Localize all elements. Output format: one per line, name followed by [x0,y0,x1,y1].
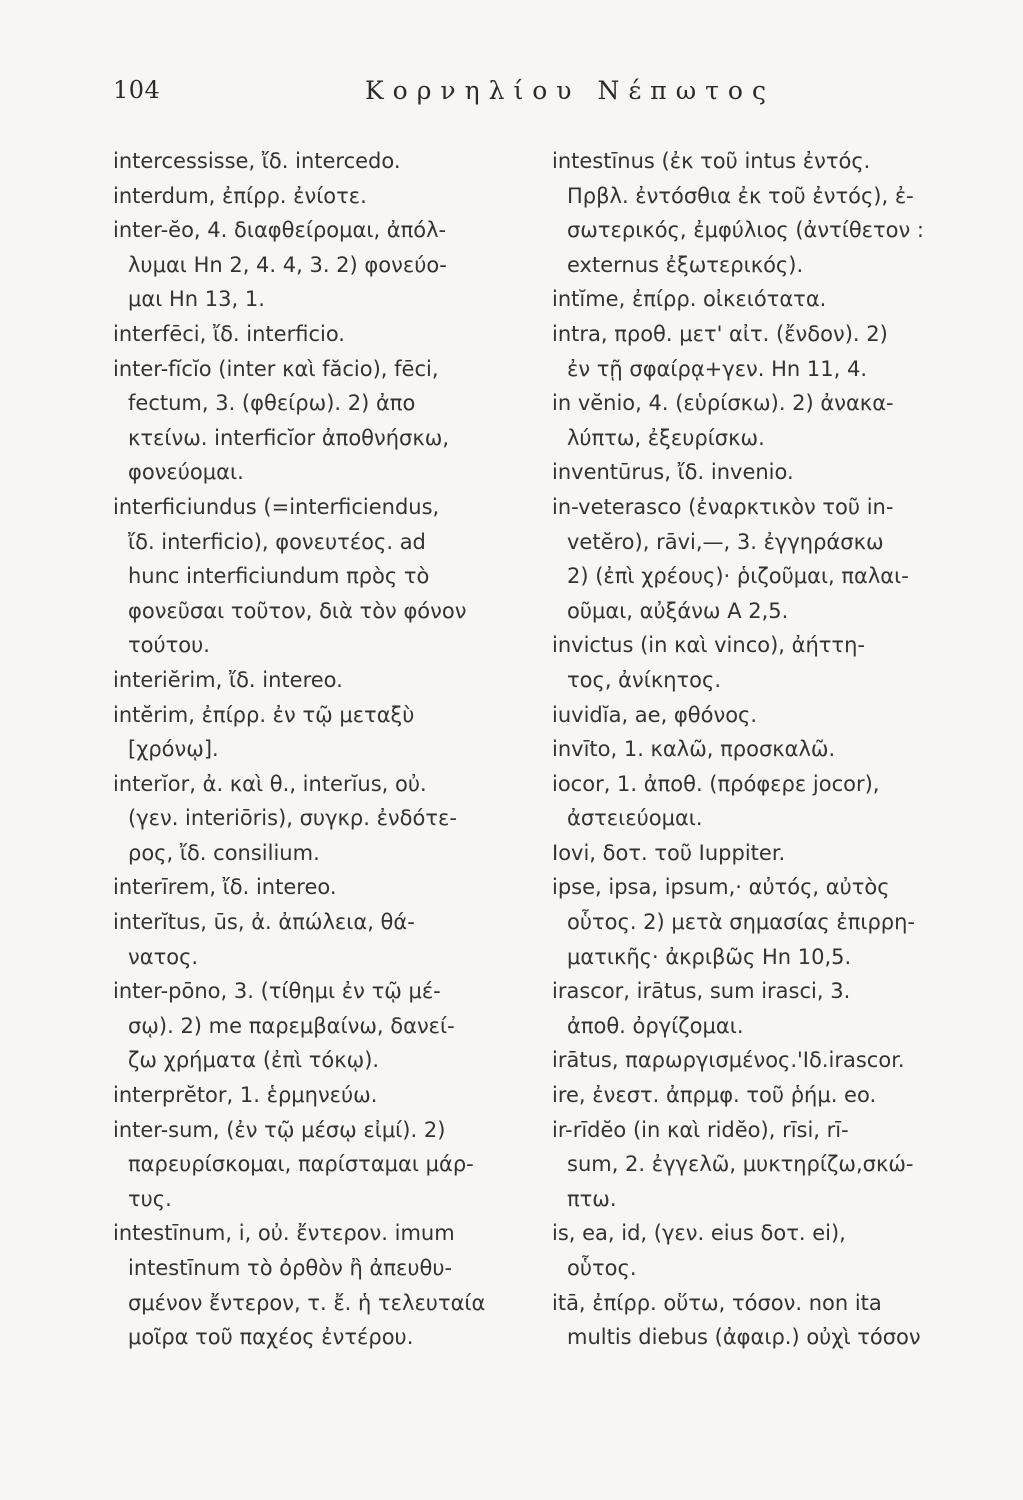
dictionary-entry [552,1216,972,1285]
entry-continuation-line: πτω. [567,1186,617,1211]
entry-continuation-line: τούτου. [128,633,210,658]
entry-headword-line: inter-fĭcĭo (inter καὶ făcio), fēci, [113,356,439,381]
left-column [113,144,533,1355]
entry-headword-line: Iovi, δοτ. τοῦ Iuppiter. [552,840,786,865]
entry-headword-line: intĭme, ἐπίρρ. οἰκειότατα. [552,287,827,312]
running-title: Κορνηλίου Νέπωτος [365,76,775,105]
dictionary-entry [552,317,972,386]
entry-continuation-line: οὗτος. 2) μετὰ σημασίας ἐπιρρη- [567,910,915,935]
dictionary-entry [552,836,972,871]
entry-continuation-line: hunc interficiundum πρὸς τὸ [128,564,430,589]
entry-continuation-line: νατος. [128,944,199,969]
entry-continuation-line: τος, ἀνίκητος. [567,667,722,692]
entry-headword-line: interfēci, ἴδ. interficio. [113,321,345,346]
entry-headword-line: intestīnum, i, οὐ. ἔντερον. imum [113,1221,455,1246]
entry-continuation-line: externus ἐξωτερικός). [567,252,804,277]
dictionary-entry [552,732,972,767]
entry-continuation-line: κτείνω. interficĭor ἀποθνήσκω, [128,425,450,450]
entry-headword-line: intra, προθ. μετ' αἰτ. (ἔνδον). 2) [552,321,888,346]
entry-continuation-line: ἴδ. interficio), φονευτέος. ad [128,529,426,554]
page-number: 104 [113,76,161,104]
entry-headword-line: interdum, ἐπίρρ. ἐνίοτε. [113,183,367,208]
entry-continuation-line: λυμαι Hn 2, 4. 4, 3. 2) φονεύο- [128,252,447,277]
right-column [552,144,972,1355]
dictionary-entry [552,1078,972,1113]
dictionary-entry [552,1286,972,1355]
dictionary-entry [113,1113,533,1217]
dictionary-entry [113,767,533,871]
entry-headword-line: in vĕnio, 4. (εὑρίσκω). 2) ἀνακα- [552,391,894,416]
dictionary-entry [113,1216,533,1354]
dictionary-entry [552,870,972,974]
dictionary-entry [113,317,533,352]
dictionary-entry [552,767,972,836]
entry-headword-line: interīrem, ἴδ. intereo. [113,875,337,900]
dictionary-entry [113,213,533,317]
page-header [0,76,1023,116]
entry-headword-line: is, ea, id, (γεν. eius δοτ. ei), [552,1221,846,1246]
dictionary-entry [113,144,533,179]
entry-continuation-line: vetĕro), rāvi,—, 3. ἐγγηράσκω [567,529,884,554]
dictionary-entry [552,282,972,317]
entry-continuation-line: [χρόνῳ]. [128,737,219,762]
entry-headword-line: interĭor, ἀ. καὶ θ., interĭus, οὐ. [113,771,427,796]
entry-headword-line: intercessisse, ἴδ. intercedo. [113,149,401,173]
entry-continuation-line: σωτερικός, ἐμφύλιος (ἀντίθετον : [567,218,925,243]
entry-continuation-line: οὗτος. [567,1256,637,1280]
entry-continuation-line: ἀποθ. ὀργίζομαι. [567,1013,744,1038]
entry-headword-line: itā, ἐπίρρ. οὕτω, τόσον. non ita [552,1290,882,1315]
entry-continuation-line: σῳ). 2) me παρεμβαίνω, δανεί- [128,1013,455,1038]
entry-continuation-line: φονεύομαι. [128,460,244,485]
entry-continuation-line: μοῖρα τοῦ παχέος ἐντέρου. [128,1325,414,1350]
entry-headword-line: intĕrim, ἐπίρρ. ἐν τῷ μεταξὺ [113,702,415,727]
dictionary-entry [552,1043,972,1078]
entry-headword-line: interiĕrim, ἴδ. intereo. [113,667,343,692]
dictionary-entry [113,352,533,490]
entry-continuation-line: fectum, 3. (φθείρω). 2) ἀπο [128,391,416,416]
entry-continuation-line: (γεν. interiōris), συγκρ. ἐνδότε- [128,806,457,831]
entry-continuation-line: φονεῦσαι τοῦτον, διὰ τὸν φόνον [128,598,467,623]
entry-continuation-line: Πρβλ. ἐντόσθια ἐκ τοῦ ἐντός), ἐ- [567,183,914,208]
entry-headword-line: irātus, παρωργισμένος.'Ιδ.irascor. [552,1048,905,1073]
dictionary-entry [552,628,972,697]
entry-continuation-line: intestīnum τὸ ὀρθὸν ἢ ἀπευθυ- [128,1256,453,1280]
dictionary-entry [113,974,533,1078]
dictionary-entry [113,905,533,974]
dictionary-entry [113,870,533,905]
dictionary-entry [552,386,972,455]
entry-headword-line: interĭtus, ūs, ἀ. ἀπώλεια, θά- [113,910,415,935]
entry-continuation-line: ἐν τῇ σφαίρᾳ+γεν. Hn 11, 4. [567,356,868,381]
entry-headword-line: invictus (in καὶ vinco), ἀήττη- [552,633,865,658]
dictionary-entry [552,1113,972,1217]
entry-headword-line: intestīnus (ἐκ τοῦ intus ἐντός. [552,149,871,173]
dictionary-entry [552,490,972,628]
entry-continuation-line: sum, 2. ἐγγελῶ, μυκτηρίζω,σκώ- [567,1152,914,1177]
dictionary-entry [552,974,972,1043]
dictionary-entry [113,490,533,663]
dictionary-entry [113,698,533,767]
entry-headword-line: interprĕtor, 1. ἑρμηνεύω. [113,1083,378,1108]
entry-continuation-line: ἀστειεύομαι. [567,806,703,831]
entry-headword-line: ir-rīdĕo (in καὶ ridĕo), rīsi, rī- [552,1117,849,1142]
entry-continuation-line: ρος, ἴδ. consilium. [128,840,320,865]
entry-continuation-line: τυς. [128,1186,172,1211]
entry-continuation-line: μαι Hn 13, 1. [128,287,265,312]
entry-continuation-line: ζω χρήματα (ἐπὶ τόκῳ). [128,1048,380,1073]
entry-headword-line: inventūrus, ἴδ. invenio. [552,460,794,485]
entry-headword-line: ipse, ipsa, ipsum,· αὐτός, αὐτὸς [552,875,890,900]
entry-headword-line: interficiundus (=interficiendus, [113,494,440,519]
dictionary-entry [552,698,972,733]
entry-continuation-line: οῦμαι, αὐξάνω A 2,5. [567,598,789,623]
dictionary-entry [113,1078,533,1113]
entry-headword-line: in-veterasco (ἐναρκτικὸν τοῦ in- [552,494,894,519]
entry-continuation-line: multis diebus (ἀφαιρ.) οὐχὶ τόσον [567,1325,921,1350]
entry-headword-line: inter-pōno, 3. (τίθημι ἐν τῷ μέ- [113,979,441,1004]
entry-continuation-line: παρευρίσκομαι, παρίσταμαι μάρ- [128,1152,474,1177]
entry-headword-line: ire, ἐνεστ. ἀπρμφ. τοῦ ῥήμ. eo. [552,1083,877,1108]
dictionary-entry [552,455,972,490]
dictionary-entry [552,144,972,282]
entry-headword-line: irascor, irātus, sum irasci, 3. [552,979,851,1004]
entry-headword-line: inter-sum, (ἐν τῷ μέσῳ εἰμί). 2) [113,1117,446,1142]
entry-headword-line: inter-ĕo, 4. διαφθείρομαι, ἀπόλ- [113,218,447,243]
entry-headword-line: iuvidĭa, ae, φθόνος. [552,702,758,727]
dictionary-entry [113,663,533,698]
entry-headword-line: iocor, 1. ἀποθ. (πρόφερε jocor), [552,771,880,796]
entry-headword-line: invīto, 1. καλῶ, προσκαλῶ. [552,737,836,762]
dictionary-entry [113,179,533,214]
entry-continuation-line: ματικῆς· ἀκριβῶς Hn 10,5. [567,944,852,969]
entry-continuation-line: σμένον ἔντερον, τ. ἔ. ἡ τελευταία [128,1290,486,1315]
entry-continuation-line: 2) (ἐπὶ χρέους)· ῥιζοῦμαι, παλαι- [567,564,909,589]
entry-continuation-line: λύπτω, ἐξευρίσκω. [567,425,765,450]
